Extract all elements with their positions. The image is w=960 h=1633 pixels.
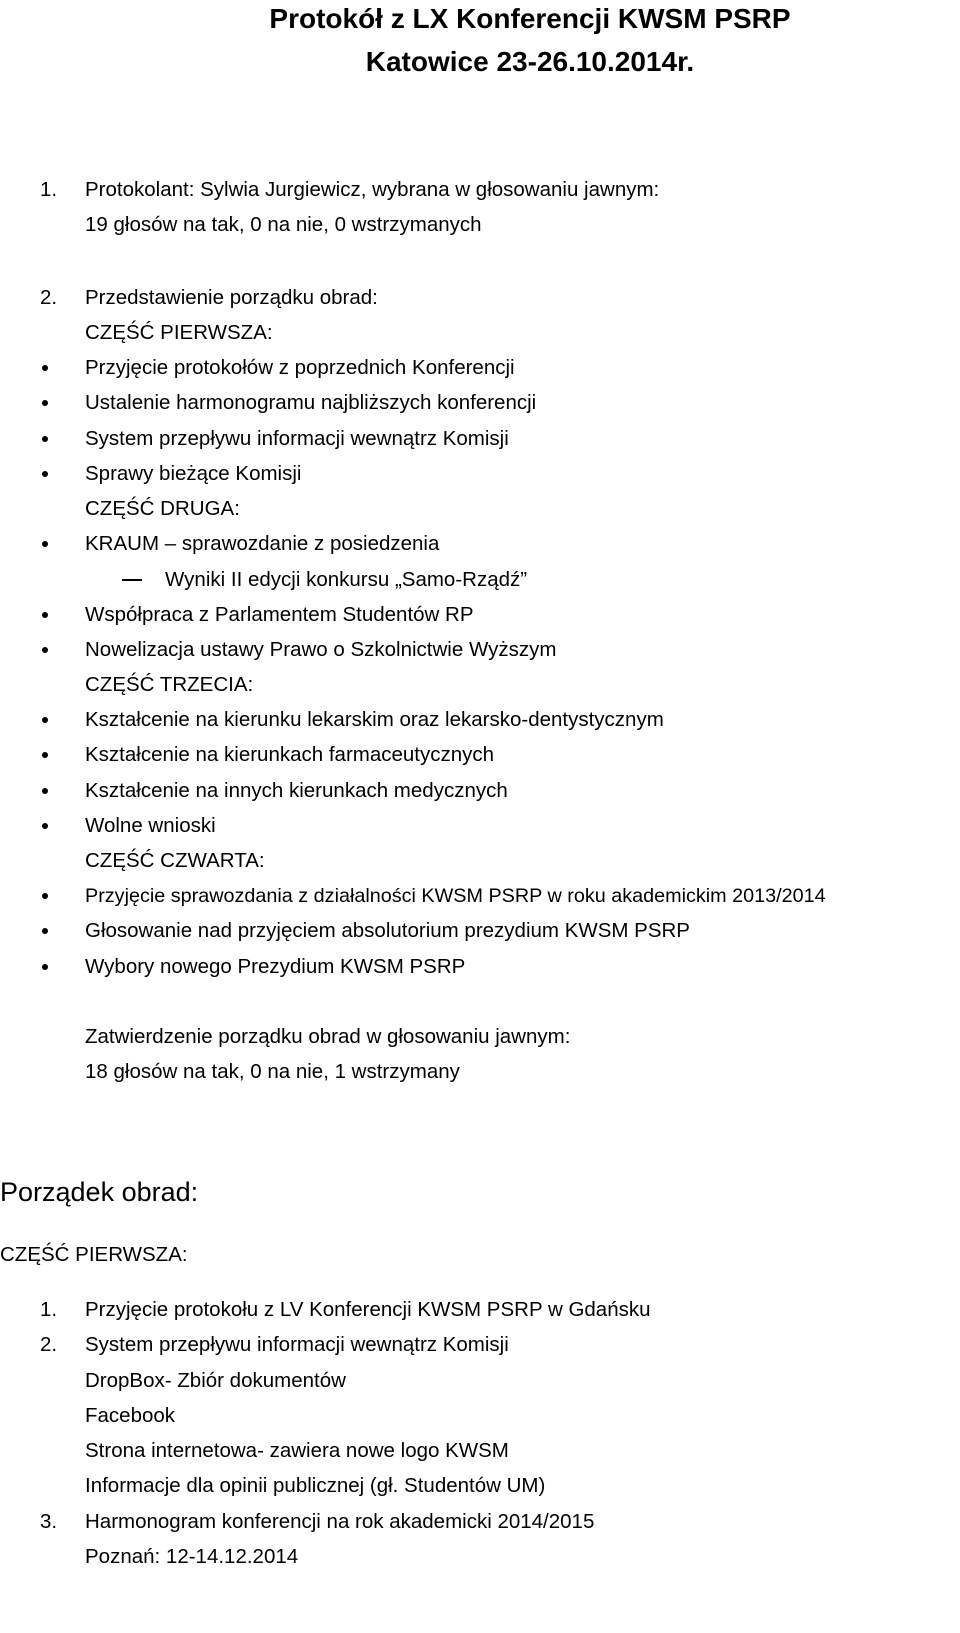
list-number: 3. — [40, 1510, 58, 1533]
list-subitem: Wyniki II edycji konkursu „Samo-Rządź” — [165, 568, 528, 591]
list-item: Przyjęcie sprawozdania z działalności KWSM PSRP w roku akademickim 2013/2014 — [85, 885, 826, 907]
recorder-vote-line: 19 głosów na tak, 0 na nie, 0 wstrzymanych — [85, 213, 482, 236]
bullet-icon — [42, 717, 48, 723]
agenda-subline: Informacje dla opinii publicznej (gł. Studentów UM) — [85, 1474, 546, 1497]
list-item: Głosowanie nad przyjęciem absolutorium prezydium KWSM PSRP — [85, 919, 690, 942]
list-item: Współpraca z Parlamentem Studentów RP — [85, 603, 474, 626]
recorder-line: Protokolant: Sylwia Jurgiewicz, wybrana w głosowaniu jawnym: — [85, 178, 660, 201]
bullet-icon — [42, 964, 48, 970]
dash-icon — [122, 579, 142, 581]
list-number: 2. — [40, 1333, 58, 1356]
agenda-item: Harmonogram konferencji na rok akademicki 2014/2015 — [85, 1510, 595, 1533]
bullet-icon — [42, 788, 48, 794]
list-number: 2. — [40, 286, 58, 309]
agenda-heading: Porządek obrad: — [0, 1177, 199, 1207]
part-label: CZĘŚĆ TRZECIA: — [85, 673, 254, 696]
list-item: Wolne wnioski — [85, 814, 216, 837]
agenda-subline: DropBox- Zbiór dokumentów — [85, 1369, 346, 1392]
bullet-icon — [42, 365, 48, 371]
list-item: Kształcenie na kierunku lekarskim oraz lekarsko-dentystycznym — [85, 708, 664, 731]
part-label: CZĘŚĆ DRUGA: — [85, 497, 240, 520]
bullet-icon — [42, 893, 48, 899]
part-label: CZĘŚĆ CZWARTA: — [85, 849, 265, 872]
agenda-item: System przepływu informacji wewnątrz Komisji — [85, 1333, 509, 1356]
list-item: Wybory nowego Prezydium KWSM PSRP — [85, 955, 466, 978]
bullet-icon — [42, 541, 48, 547]
bullet-icon — [42, 823, 48, 829]
list-item: Kształcenie na innych kierunkach medycznych — [85, 779, 508, 802]
part-label: CZĘŚĆ PIERWSZA: — [85, 321, 273, 344]
list-item: KRAUM – sprawozdanie z posiedzenia — [85, 532, 440, 555]
bullet-icon — [42, 928, 48, 934]
document-title: Protokół z LX Konferencji KWSM PSRP — [269, 3, 791, 34]
bullet-icon — [42, 400, 48, 406]
list-item: System przepływu informacji wewnątrz Komisji — [85, 427, 509, 450]
approval-vote-line: 18 głosów na tak, 0 na nie, 1 wstrzymany — [85, 1060, 460, 1083]
agenda-subline: Poznań: 12-14.12.2014 — [85, 1545, 299, 1568]
agenda-item: Przyjęcie protokołu z LV Konferencji KWSM PSRP w Gdańsku — [85, 1298, 651, 1321]
part-label: CZĘŚĆ PIERWSZA: — [0, 1243, 188, 1266]
agenda-subline: Facebook — [85, 1404, 176, 1427]
list-item: Kształcenie na kierunkach farmaceutycznych — [85, 743, 495, 766]
agenda-presentation-heading: Przedstawienie porządku obrad: — [85, 286, 378, 309]
list-item: Przyjęcie protokołów z poprzednich Konferencji — [85, 356, 515, 379]
bullet-icon — [42, 612, 48, 618]
bullet-icon — [42, 471, 48, 477]
list-item: Nowelizacja ustawy Prawo o Szkolnictwie Wyższym — [85, 638, 557, 661]
bullet-icon — [42, 647, 48, 653]
list-item: Sprawy bieżące Komisji — [85, 462, 302, 485]
document-subtitle: Katowice 23-26.10.2014r. — [365, 46, 695, 77]
bullet-icon — [42, 436, 48, 442]
agenda-subline: Strona internetowa- zawiera nowe logo KWSM — [85, 1439, 509, 1462]
list-number: 1. — [40, 178, 58, 201]
approval-line: Zatwierdzenie porządku obrad w głosowaniu jawnym: — [85, 1025, 571, 1048]
list-item: Ustalenie harmonogramu najbliższych konferencji — [85, 391, 537, 414]
bullet-icon — [42, 752, 48, 758]
list-number: 1. — [40, 1298, 58, 1321]
